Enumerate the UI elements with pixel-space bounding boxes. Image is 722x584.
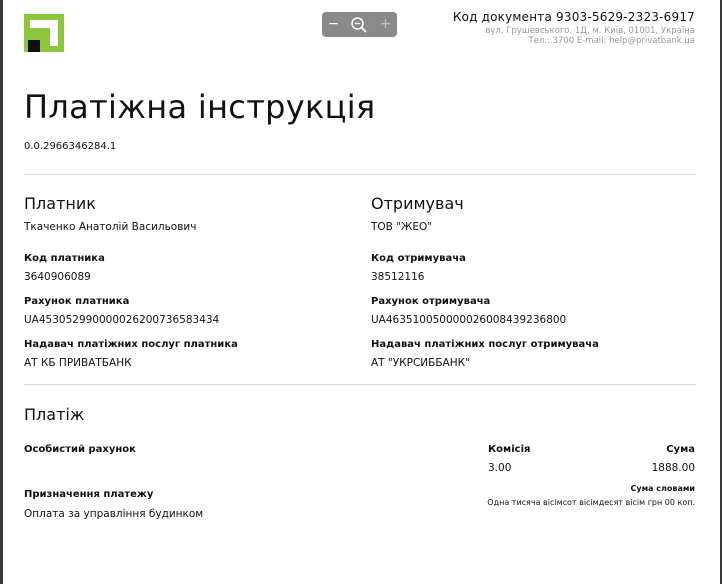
personal-account-label: Особистий рахунок [24, 444, 136, 455]
purpose-label: Призначення платежу [24, 489, 154, 500]
commission-value: 3.00 [488, 462, 512, 474]
amount-value: 1888.00 [651, 462, 695, 474]
payer-section [24, 194, 238, 382]
amount-words-label: Сума словами [630, 484, 695, 493]
document-code: Код документа 9303-5629-2323-6917 [452, 10, 695, 24]
recipient-code: 38512116 [371, 271, 425, 283]
privatbank-logo [24, 14, 64, 52]
payer-provider-label: Надавач платіжних послуг платника [24, 339, 238, 350]
payer-account-label: Рахунок платника [24, 296, 130, 307]
amount-words: Одна тисяча вісімсот вісімдесят вісім грн 00 коп. [487, 498, 695, 507]
zoom-out-button[interactable]: − [327, 16, 340, 32]
zoom-in-button[interactable]: + [379, 16, 392, 32]
payment-heading: Платіж [24, 405, 85, 424]
divider [24, 174, 696, 175]
recipient-account: UA463510050000026008439236800 [371, 314, 567, 326]
bank-contacts: Тел.: 3700 E-mail: help@privatbank.ua [528, 36, 695, 46]
commission-label: Комісія [488, 444, 531, 455]
document-page [3, 0, 720, 584]
document-number: 0.0.2966346284.1 [24, 141, 117, 152]
payer-account: UA453052990000026200736583434 [24, 314, 220, 326]
payer-code: 3640906089 [24, 271, 91, 283]
recipient-name: ТОВ "ЖЕО" [371, 221, 433, 233]
zoom-toolbar [322, 12, 397, 37]
recipient-account-label: Рахунок отримувача [371, 296, 491, 307]
recipient-provider-label: Надавач платіжних послуг отримувача [371, 339, 599, 350]
payer-provider: АТ КБ ПРИВАТБАНК [24, 357, 132, 369]
recipient-code-label: Код отримувача [371, 253, 466, 264]
amount-label: Сума [666, 444, 695, 455]
purpose-value: Оплата за управління будинком [24, 508, 204, 520]
payer-code-label: Код платника [24, 253, 105, 264]
bank-address: вул. Грушевського, 1Д, м. Київ, 01001, Україна [485, 26, 695, 36]
recipient-provider: АТ "УКРСИББАНК" [371, 357, 470, 369]
payer-name: Ткаченко Анатолій Васильович [24, 221, 197, 233]
payer-heading: Платник [24, 194, 96, 213]
magnifier-minus-icon[interactable] [350, 16, 368, 34]
recipient-heading: Отримувач [371, 194, 464, 213]
recipient-section [371, 194, 599, 382]
page-title: Платіжна інструкція [24, 88, 376, 126]
divider [24, 384, 696, 385]
